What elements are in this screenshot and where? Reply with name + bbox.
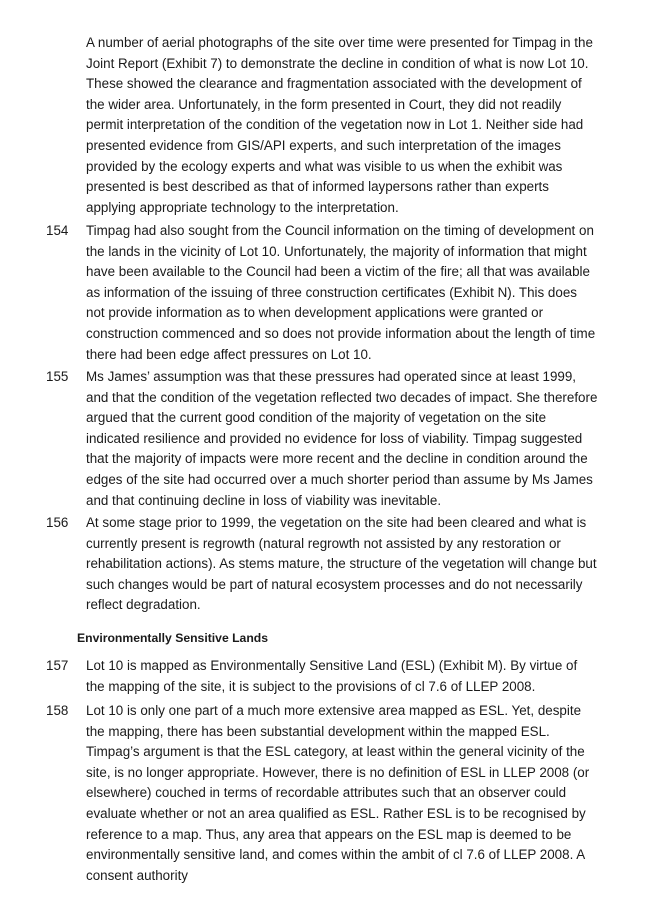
- paragraph-number: 155: [46, 369, 69, 384]
- paragraph-153-continued: A number of aerial photographs of the site over time were presented for Timpag in the Joint Report (Exhibit 7) to demonstrate the decline in condition of what is now Lot 10. These showed the clearance and fragmentation associated with the development of the wider area. Unfortunately, in the form presented in Court, they did not readily permit interpretation of the condition of the vegetation now in Lot 1. Neither side had presented evidence from GIS/API experts, and such interpretation of the images provided by the ecology experts and what was visible to us when the exhibit was presented is best described as that of informed laypersons rather than experts applying appropriate technology to the interpretation.: [86, 35, 593, 215]
- paragraph-number: 158: [46, 703, 69, 718]
- paragraph-number: 154: [46, 223, 69, 238]
- paragraph-number: 157: [46, 658, 69, 673]
- paragraph-158: Lot 10 is only one part of a much more extensive area mapped as ESL. Yet, despite the mapping, there has been substantial development within the mapped ESL. Timpag’s argument is that the ESL category, at least within the general vicinity of the site, is no longer appropriate. However, there is no definition of ESL in LLEP 2008 (or elsewhere) couched in terms of recordable attributes such that an observer could evaluate whether or not an area qualified as ESL. Rather ESL is to be recognised by reference to a map. Thus, any area that appears on the ESL map is deemed to be environmentally sensitive land, and comes within the ambit of cl 7.6 of LLEP 2008. A consent authority: [86, 703, 590, 883]
- paragraph-156: At some stage prior to 1999, the vegetation on the site had been cleared and what is currently present is regrowth (natural regrowth not assisted by any restoration or rehabilitation actions). As stems mature, the structure of the vegetation will change but such changes would be part of natural ecosystem processes and do not necessarily reflect degradation.: [86, 515, 597, 613]
- section-heading: Environmentally Sensitive Lands: [77, 631, 268, 645]
- paragraph-154: Timpag had also sought from the Council information on the timing of development on the lands in the vicinity of Lot 10. Unfortunately, the majority of information that might have been available to the Council had been a victim of the fire; all that was available as information of the issuing of three construction certificates (Exhibit N). This does not provide information as to when development applications were granted or construction commenced and so does not provide information about the length of time there had been edge affect pressures on Lot 10.: [86, 223, 596, 362]
- paragraph-157: Lot 10 is mapped as Environmentally Sensitive Land (ESL) (Exhibit M). By virtue of the mapping of the site, it is subject to the provisions of cl 7.6 of LLEP 2008.: [86, 658, 578, 694]
- paragraph-155: Ms James’ assumption was that these pressures had operated since at least 1999, and that the condition of the vegetation reflected two decades of impact. She therefore argued that the current good condition of the majority of vegetation on the site indicated resilience and provided no evidence for loss of viability. Timpag suggested that the majority of impacts were more recent and the decline in condition around the edges of the site had occurred over a much shorter period than assume by Ms James and that continuing decline in loss of viability was inevitable.: [86, 369, 598, 508]
- paragraph-number: 156: [46, 515, 69, 530]
